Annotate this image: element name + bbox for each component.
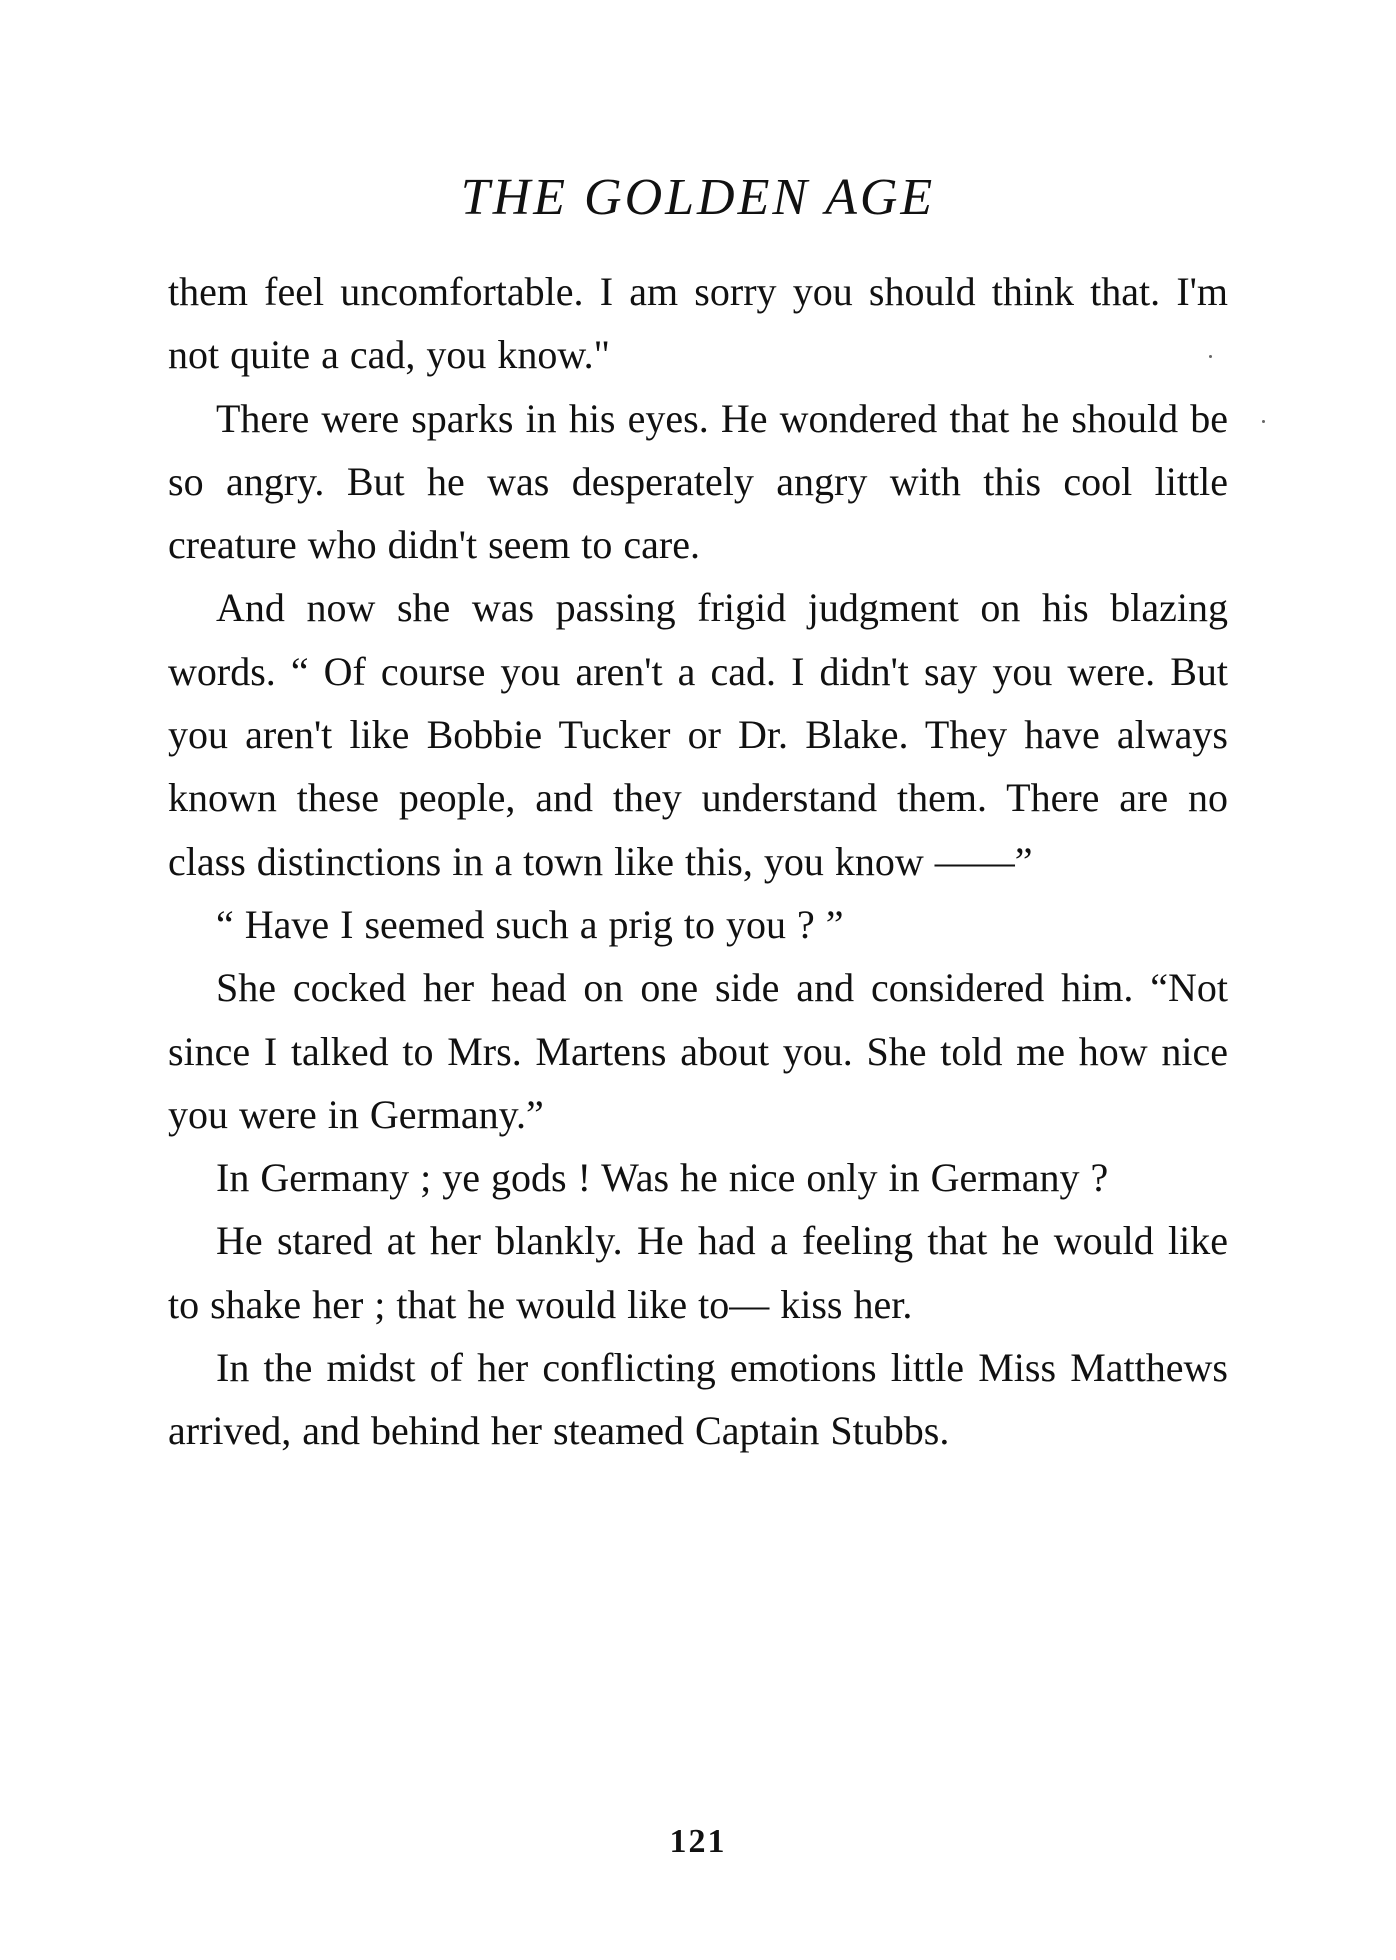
print-speck [1262,420,1265,423]
running-head: THE GOLDEN AGE [460,169,936,226]
paragraph: And now she was passing frigid judgment on his blazing words. “ Of course you aren't a cad. I didn't say you were. But you aren't like Bobbie Tucker or Dr. Blake. They have always known these people, and they understand them. There are no class distinctions in a town like this, you know ——” [168,585,1228,884]
body-text [168,260,1228,1463]
print-speck [1209,355,1212,358]
paragraph: In the midst of her conflicting emotions little Miss Matthews arrived, and behind her steamed Captain Stubbs. [168,1345,1228,1454]
paragraph: He stared at her blankly. He had a feeling that he would like to shake her ; that he would like to— kiss her. [168,1218,1228,1327]
paragraph: “ Have I seemed such a prig to you ? ” [216,901,844,947]
paragraph: There were sparks in his eyes. He wondered that he should be so angry. But he was desperately angry with this cool little creature who didn't seem to care. [168,395,1228,568]
paragraph: them feel uncomfortable. I am sorry you should think that. I'm not quite a cad, you know." [168,269,1228,378]
paragraph: In Germany ; ye gods ! Was he nice only in Germany ? [216,1155,1109,1201]
paragraph: She cocked her head on one side and considered him. “Not since I talked to Mrs. Martens about you. She told me how nice you were in Germany.” [168,965,1228,1137]
page-number: 121 [669,1823,727,1860]
